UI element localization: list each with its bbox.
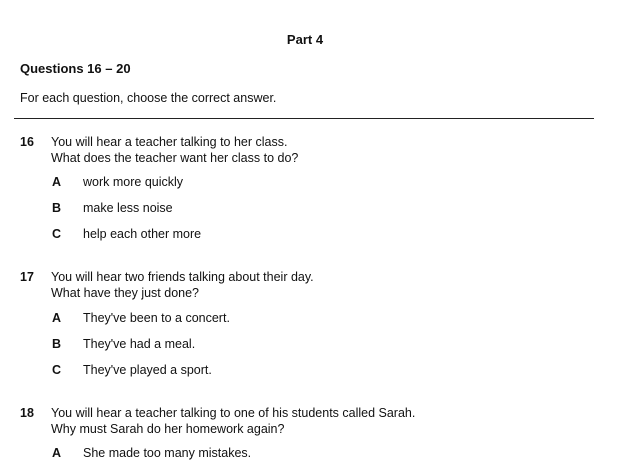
question-prompt: What have they just done? — [51, 286, 200, 300]
option-16-c[interactable] — [0, 227, 640, 243]
option-16-b[interactable] — [0, 201, 640, 217]
question-context: You will hear a teacher talking to her class. — [51, 135, 288, 149]
question-number: 16 — [20, 135, 34, 149]
option-18-a[interactable] — [0, 446, 640, 462]
option-text: help each other more — [83, 227, 202, 241]
option-letter: B — [52, 201, 62, 215]
option-16-a[interactable] — [0, 175, 640, 191]
option-letter: C — [52, 363, 62, 377]
question-context: You will hear a teacher talking to one of his students called Sarah. — [51, 406, 416, 420]
option-letter: A — [52, 175, 62, 189]
section-divider — [14, 118, 594, 119]
question-number: 17 — [20, 270, 34, 284]
option-17-c[interactable] — [0, 363, 640, 379]
question-prompt: Why must Sarah do her homework again? — [51, 422, 285, 436]
option-text: work more quickly — [83, 175, 184, 189]
option-letter: A — [52, 446, 62, 460]
question-number: 18 — [20, 406, 34, 420]
option-17-b[interactable] — [0, 337, 640, 353]
option-text: They've been to a concert. — [83, 311, 230, 325]
question-context: You will hear two friends talking about their day. — [51, 270, 314, 284]
part-title: Part 4 — [286, 32, 324, 47]
option-letter: A — [52, 311, 62, 325]
option-text: They've played a sport. — [83, 363, 212, 377]
option-letter: C — [52, 227, 62, 241]
option-letter: B — [52, 337, 62, 351]
option-text: She made too many mistakes. — [83, 446, 252, 460]
option-17-a[interactable] — [0, 311, 640, 327]
instruction-text: For each question, choose the correct answer. — [20, 91, 277, 105]
questions-range-heading: Questions 16 – 20 — [20, 61, 131, 76]
option-text: They've had a meal. — [83, 337, 196, 351]
question-prompt: What does the teacher want her class to do? — [51, 151, 299, 165]
option-text: make less noise — [83, 201, 173, 215]
